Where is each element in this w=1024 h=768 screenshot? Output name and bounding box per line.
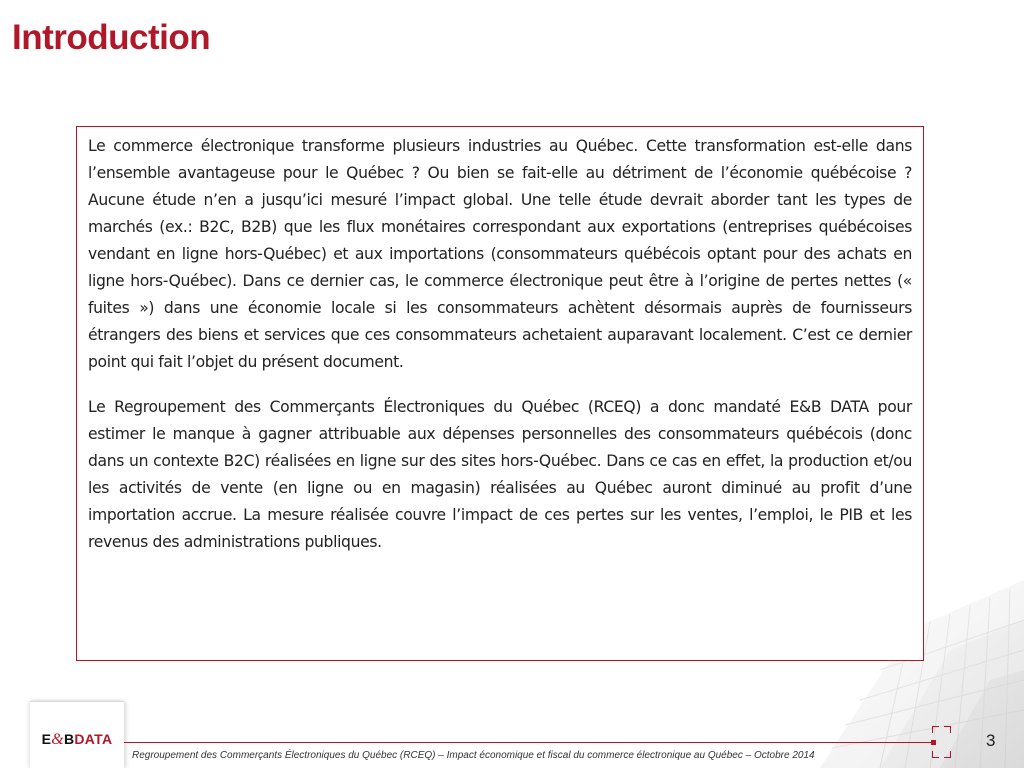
corner-mark-icon [932,726,939,733]
footer-dot-marker [931,740,936,745]
slide-title: Introduction [12,18,211,57]
content-box [76,126,924,661]
corner-mark-icon [944,751,951,758]
paragraph-mandate: Le Regroupement des Commerçants Électroniques du Québec (RCEQ) a donc mandaté E&B DATA pour estimer le manque à gagner attribuable aux dépenses personnelles des consommateurs québécois (donc dans un contexte B2C) réalisées en ligne sur des sites hors-Québec. Dans ce cas en effet, la production et/ou les activités de vente (en ligne ou en magasin) réalisées au Québec auront diminué au profit d’une importation accrue. La mesure réalisée couvre l’impact de ces pertes sur les ventes, l’emploi, le PIB et les revenus des administrations publiques. [88,398,912,551]
logo-ampersand: & [51,731,64,748]
company-logo [30,701,124,768]
logo-wordmark [30,731,124,749]
corner-mark-icon [944,726,951,733]
logo-letter-b: B [63,731,75,747]
footer-caption: Regroupement des Commerçants Électroniques du Québec (RCEQ) – Impact économique et fiscal du commerce électronique au Québec – Octobre 2014 [132,750,815,761]
logo-letter-e: E [41,731,52,747]
logo-data: DATA [74,731,113,747]
paragraph-intro: Le commerce électronique transforme plusieurs industries au Québec. Cette transformation est-elle dans l’ensemble avantageuse pour le Québec ? Ou bien se fait-elle au détriment de l’économie québécoise ? Aucune étude n’en a jusqu’ici mesuré l’impact global. Une telle étude devrait aborder tant les types de marchés (ex.: B2C, B2B) que les flux monétaires correspondant aux exportations (entreprises québécoises vendant en ligne hors-Québec) et aux importations (consommateurs québécois optant pour des achats en ligne hors-Québec). Dans ce dernier cas, le commerce électronique peut être à l’origine de pertes nettes (« fuites ») dans une économie locale si les consommateurs achètent désormais auprès de fournisseurs étrangers des biens et services que ces consommateurs achetaient auparavant localement. C’est ce dernier point qui fait l’objet du présent document. [88,137,912,371]
corner-mark-icon [932,751,939,758]
footer-divider [124,742,934,743]
page-number: 3 [986,731,996,750]
